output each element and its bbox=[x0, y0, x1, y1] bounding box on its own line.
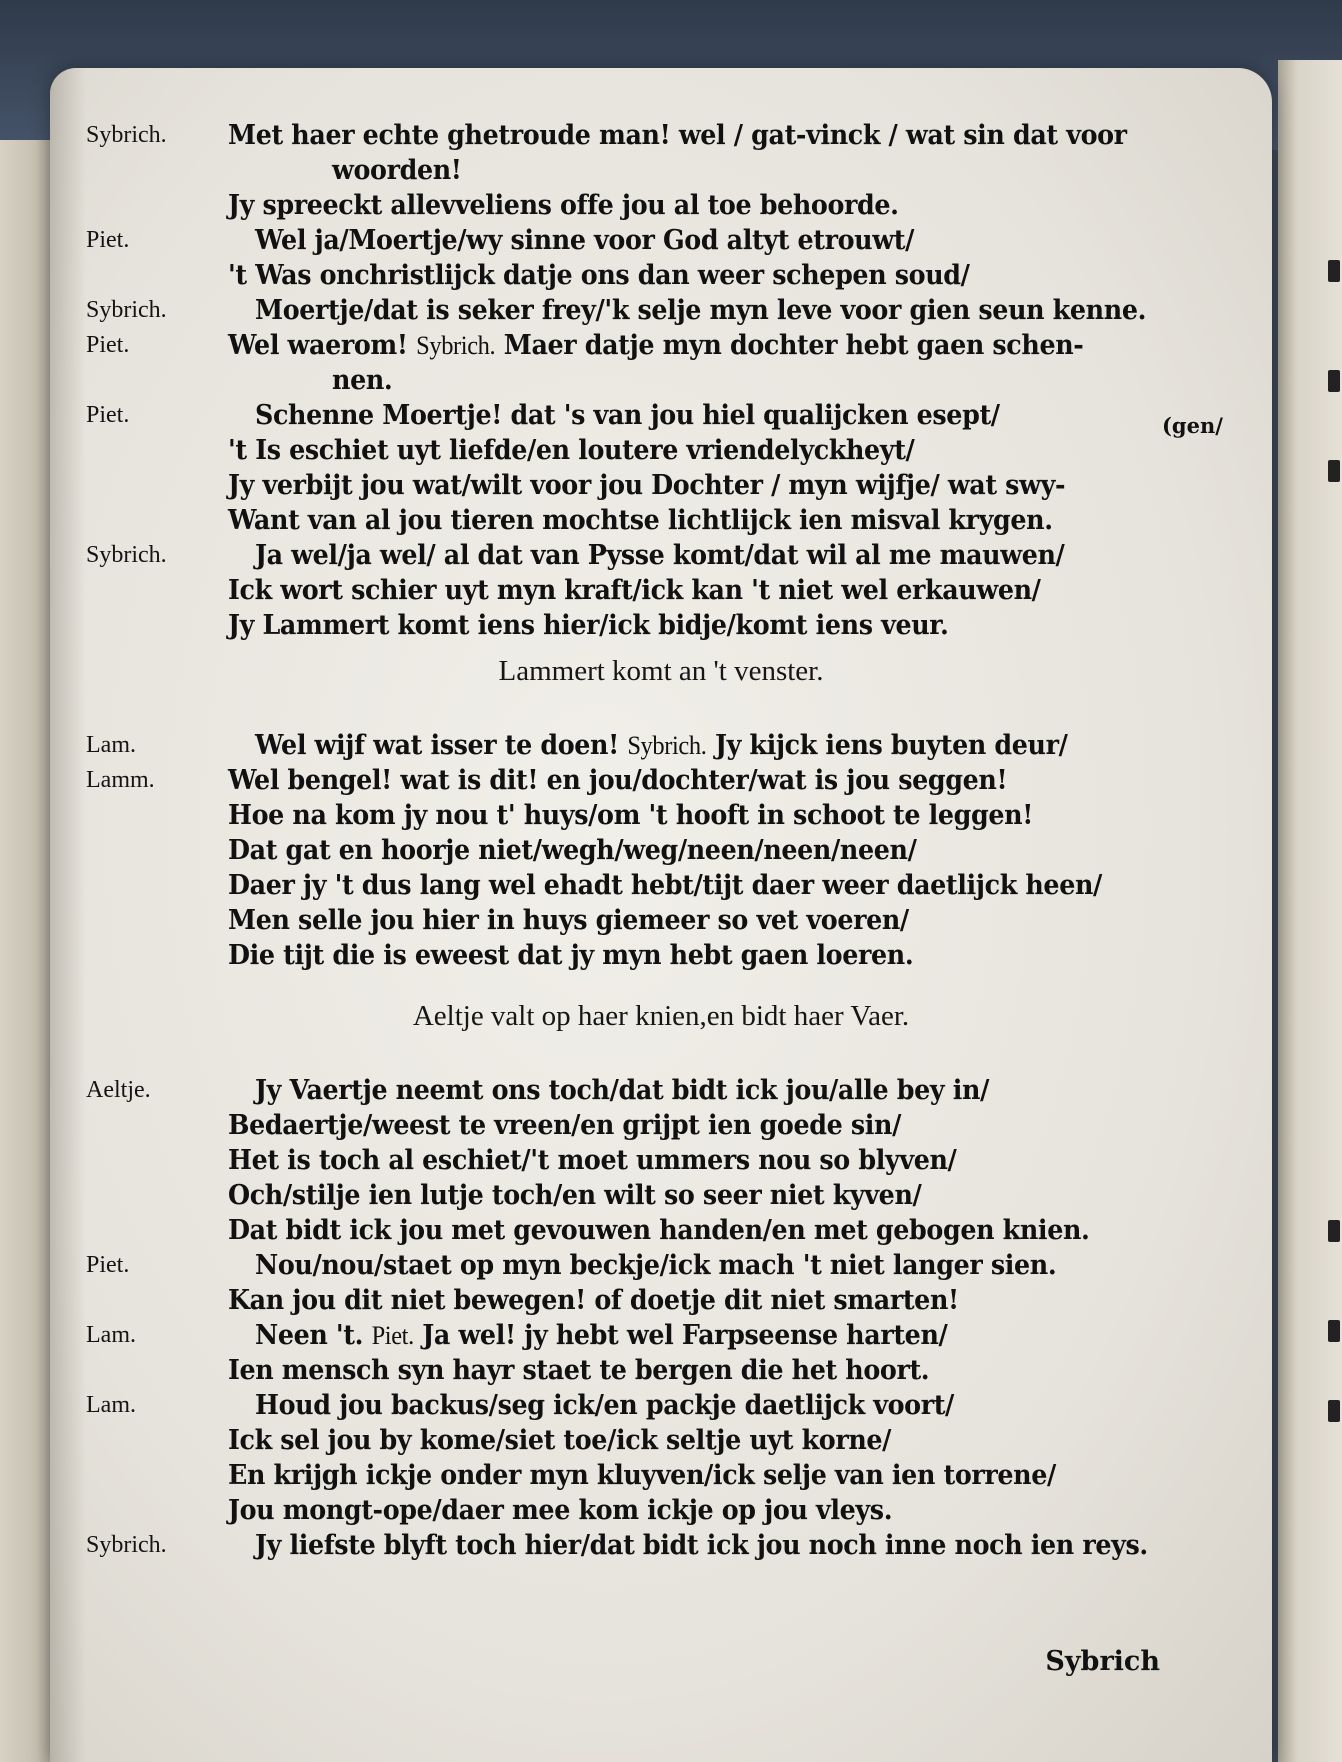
verse-text-part: woorden! bbox=[332, 155, 462, 186]
verse-text-part: Nou/nou/staet op myn beckje/ick mach 't niet langer sien. bbox=[255, 1250, 1057, 1281]
verse-text-part: Och/stilje ien lutje toch/en wilt so seer niet kyven/ bbox=[228, 1180, 922, 1211]
verse-text-part: Jy liefste blyft toch hier/dat bidt ick jou noch inne noch ien reys. bbox=[255, 1530, 1148, 1561]
verse-text bbox=[228, 328, 1083, 363]
verse-text bbox=[255, 538, 1064, 573]
verse-text-part: Bedaertje/weest te vreen/en grijpt ien goede sin/ bbox=[228, 1110, 902, 1141]
verse-text bbox=[228, 1458, 1056, 1493]
verse-text-part: Want van al jou tieren mochtse lichtlijck ien misval krygen. bbox=[228, 505, 1053, 536]
verse-text bbox=[228, 118, 1127, 153]
verse-text-part: Ja wel! jy hebt wel Farpseense harten/ bbox=[422, 1320, 948, 1351]
speaker-label: Sybrich. bbox=[86, 1532, 167, 1558]
verse-text bbox=[255, 293, 1146, 328]
inline-speaker-label: Sybrich. bbox=[416, 331, 496, 360]
verse-text-part: Jy kijck iens buyten deur/ bbox=[714, 730, 1068, 761]
verse-text-part: Jou mongt-ope/daer mee kom ickje op jou vleys. bbox=[228, 1495, 893, 1526]
verse-text bbox=[228, 1143, 956, 1178]
verse-text-part: Ick wort schier uyt myn kraft/ick kan 't niet wel erkauwen/ bbox=[228, 575, 1041, 606]
verse-text-part: 't Is eschiet uyt liefde/en loutere vriendelyckheyt/ bbox=[228, 435, 915, 466]
speaker-label: Piet. bbox=[86, 1252, 130, 1278]
speaker-label: Aeltje. bbox=[86, 1077, 151, 1103]
verse-text-part: 't Was onchristlijck datje ons dan weer schepen soud/ bbox=[228, 260, 970, 291]
verse-text bbox=[228, 1423, 891, 1458]
overhang-word: (gen/ bbox=[1162, 413, 1223, 438]
verse-text-part: Jy spreeckt allevveliens offe jou al toe behoorde. bbox=[228, 190, 899, 221]
catchword: Sybrich bbox=[1045, 1646, 1160, 1677]
verse-text-part: Ick sel jou by kome/siet toe/ick seltje uyt korne/ bbox=[228, 1425, 892, 1456]
verse-text-part: Dat gat en hoorje niet/wegh/weg/neen/neen/neen/ bbox=[228, 835, 917, 866]
stage-direction-2: Aeltje valt op haer knien,en bidt haer Vaer. bbox=[412, 1000, 910, 1032]
speaker-label: Lam. bbox=[86, 1392, 136, 1418]
verse-text-part: Die tijt die is eweest dat jy myn hebt gaen loeren. bbox=[228, 940, 914, 971]
verse-text bbox=[228, 1108, 901, 1143]
verse-text bbox=[255, 1528, 1148, 1563]
verse-text bbox=[255, 398, 1000, 433]
verse-text-part: Jy Vaertje neemt ons toch/dat bidt ick jou/alle bey in/ bbox=[255, 1075, 989, 1106]
verse-text-part: Wel wijf wat isser te doen! bbox=[255, 730, 619, 761]
verse-text-part: Hoe na kom jy nou t' huys/om 't hooft in schoot te leggen! bbox=[228, 800, 1034, 831]
verse-text-part: Schenne Moertje! dat 's van jou hiel qualijcken esept/ bbox=[255, 400, 1000, 431]
verse-text-part: Dat bidt ick jou met gevouwen handen/en met gebogen knien. bbox=[228, 1215, 1090, 1246]
verse-text bbox=[228, 573, 1041, 608]
speaker-label: Piet. bbox=[86, 402, 130, 428]
verse-text bbox=[228, 1178, 921, 1213]
verse-text bbox=[228, 608, 948, 643]
verse-text-part: Wel waerom! bbox=[228, 330, 408, 361]
verse-text bbox=[228, 433, 914, 468]
verse-text-part: Wel bengel! wat is dit! en jou/dochter/wat is jou seggen! bbox=[228, 765, 1008, 796]
verse-text-part: Neen 't. bbox=[255, 1320, 364, 1351]
verse-text-part: Wel ja/Moertje/wy sinne voor God altyt etrouwt/ bbox=[255, 225, 914, 256]
speaker-label: Sybrich. bbox=[86, 122, 167, 148]
verse-text-part: nen. bbox=[332, 365, 393, 396]
facing-page-edge bbox=[1278, 60, 1342, 1762]
inline-speaker-label: Sybrich. bbox=[627, 731, 707, 760]
speaker-label: Piet. bbox=[86, 227, 130, 253]
verse-text bbox=[228, 468, 1065, 503]
verse-text bbox=[228, 258, 970, 293]
facing-page-mark bbox=[1328, 1400, 1340, 1422]
verse-text bbox=[255, 728, 1067, 763]
facing-page-mark bbox=[1328, 1320, 1340, 1342]
facing-page-mark bbox=[1328, 1220, 1340, 1242]
verse-text bbox=[228, 833, 917, 868]
verse-text bbox=[228, 1353, 929, 1388]
verse-text bbox=[228, 763, 1007, 798]
speaker-label: Lamm. bbox=[86, 767, 155, 793]
speaker-label: Piet. bbox=[86, 332, 130, 358]
verse-text bbox=[332, 363, 392, 398]
verse-text-part: Ja wel/ja wel/ al dat van Pysse komt/dat wil al me mauwen/ bbox=[255, 540, 1065, 571]
speaker-label: Lam. bbox=[86, 732, 136, 758]
verse-text bbox=[255, 223, 914, 258]
verse-text-part: Men selle jou hier in huys giemeer so vet voeren/ bbox=[228, 905, 909, 936]
verse-text bbox=[255, 1388, 954, 1423]
book-page bbox=[50, 68, 1272, 1762]
verse-text-part: Houd jou backus/seg ick/en packje daetlijck voort/ bbox=[255, 1390, 954, 1421]
verse-text bbox=[228, 868, 1102, 903]
verse-text-part: En krijgh ickje onder myn kluyven/ick selje van ien torrene/ bbox=[228, 1460, 1056, 1491]
facing-page-mark bbox=[1328, 370, 1340, 392]
verse-text bbox=[228, 1283, 959, 1318]
stage-direction-1: Lammert komt an 't venster. bbox=[498, 655, 824, 687]
verse-text-part: Maer datje myn dochter hebt gaen schen- bbox=[503, 330, 1084, 361]
verse-text-part: Moertje/dat is seker frey/'k selje myn leve voor gien seun kenne. bbox=[255, 295, 1147, 326]
verse-text-part: Met haer echte ghetroude man! wel / gat-vinck / wat sin dat voor bbox=[228, 120, 1127, 151]
verse-text bbox=[255, 1248, 1056, 1283]
verse-text bbox=[228, 938, 913, 973]
verse-text-part: Jy Lammert komt iens hier/ick bidje/komt iens veur. bbox=[228, 610, 949, 641]
speaker-label: Sybrich. bbox=[86, 542, 167, 568]
verse-text-part: Daer jy 't dus lang wel ehadt hebt/tijt daer weer daetlijck heen/ bbox=[228, 870, 1102, 901]
inline-speaker-label: Piet. bbox=[371, 1321, 414, 1350]
verse-text-part: Jy verbijt jou wat/wilt voor jou Dochter / myn wijfje/ wat swy- bbox=[228, 470, 1066, 501]
verse-text bbox=[228, 188, 899, 223]
verse-text bbox=[228, 503, 1053, 538]
speaker-label: Sybrich. bbox=[86, 297, 167, 323]
verse-text bbox=[255, 1318, 947, 1353]
verse-text-part: Kan jou dit niet bewegen! of doetje dit niet smarten! bbox=[228, 1285, 959, 1316]
verse-text bbox=[228, 1213, 1090, 1248]
verse-text-part: Het is toch al eschiet/'t moet ummers nou so blyven/ bbox=[228, 1145, 957, 1176]
speaker-label: Lam. bbox=[86, 1322, 136, 1348]
facing-page-mark bbox=[1328, 460, 1340, 482]
verse-text bbox=[255, 1073, 989, 1108]
verse-text-part: Ien mensch syn hayr staet te bergen die het hoort. bbox=[228, 1355, 930, 1386]
verse-text bbox=[332, 153, 462, 188]
verse-text bbox=[228, 1493, 892, 1528]
facing-page-mark bbox=[1328, 260, 1340, 282]
verse-text bbox=[228, 903, 909, 938]
verse-text bbox=[228, 798, 1033, 833]
